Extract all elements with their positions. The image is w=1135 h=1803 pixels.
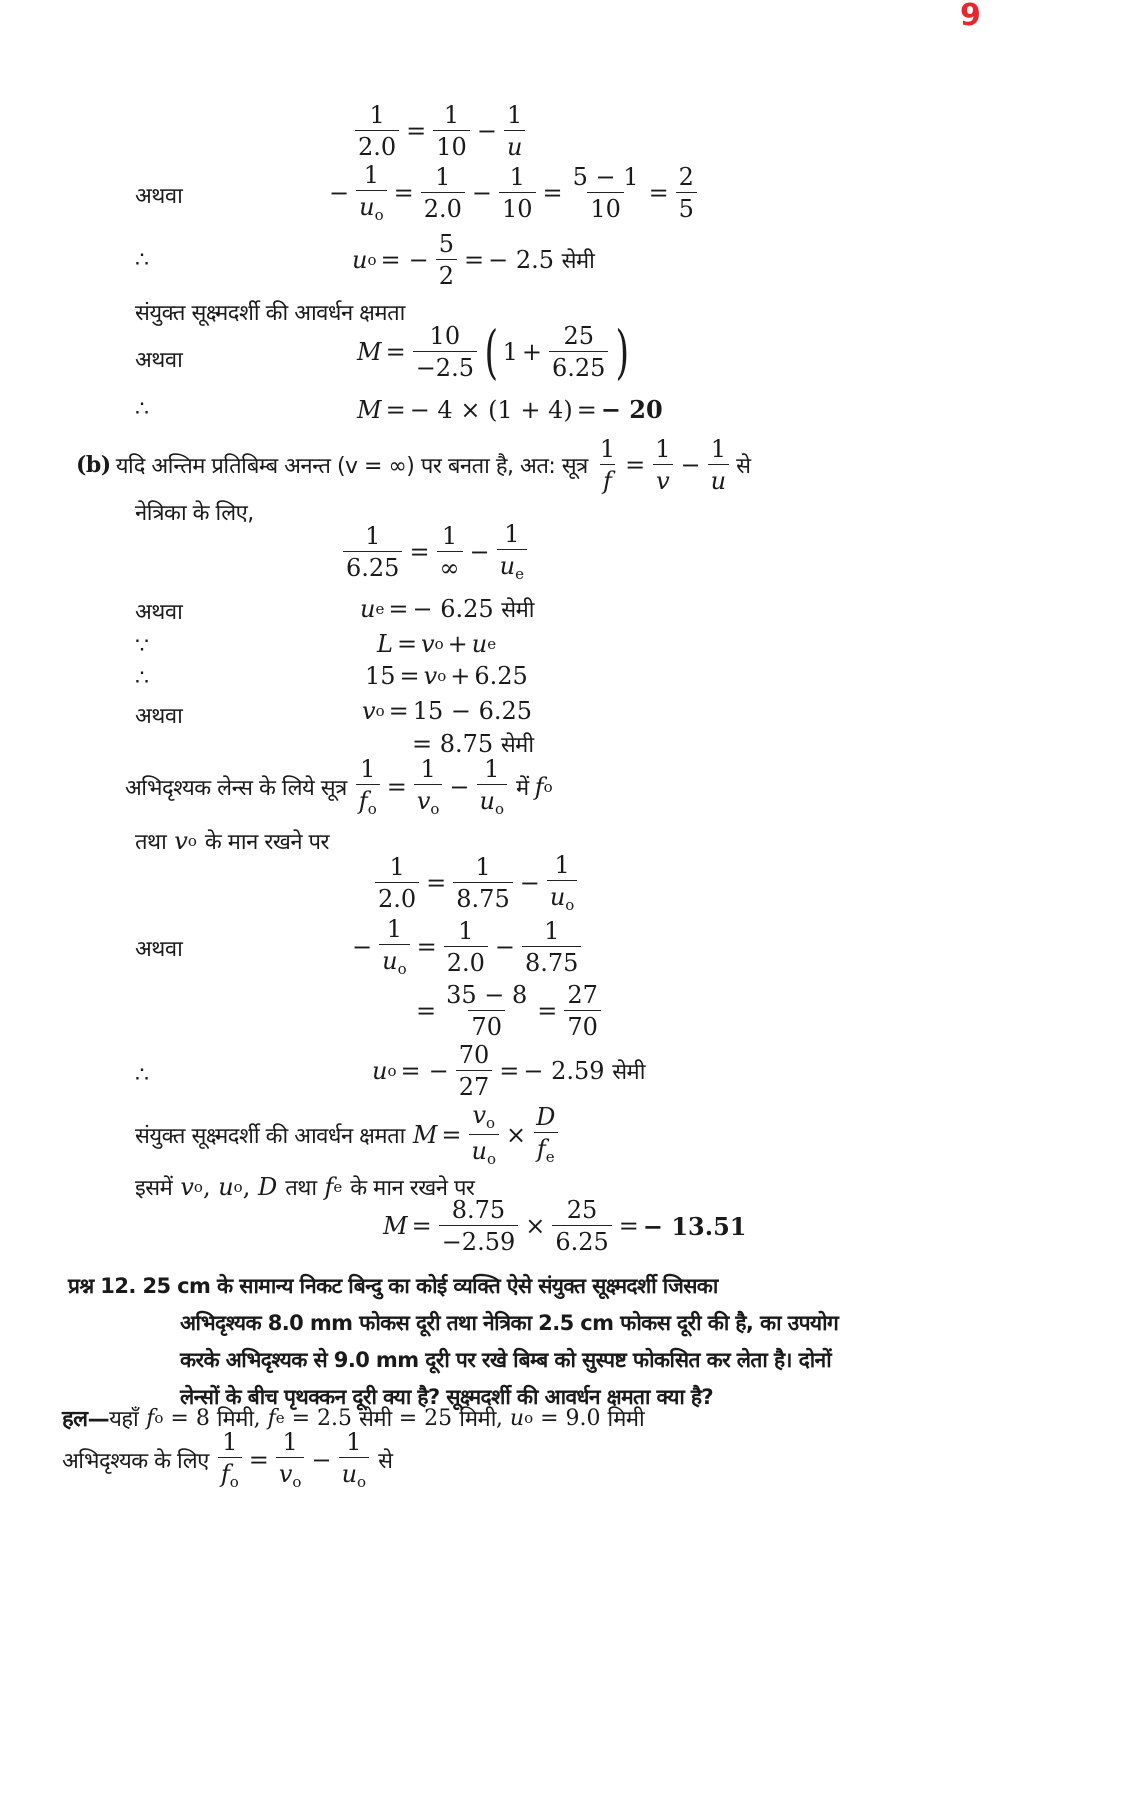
therefore-symbol: ∴: [135, 397, 149, 422]
equation-magnification-a: M = $\frac{10}{-2.5}$ ( 1 + $\frac{25}{6.25}$ ): [357, 317, 630, 386]
equation-objective-1: $\frac{1}{2.0}$ = $\frac{1}{8.75}$ − $\frac{1}{u_o}$: [372, 853, 580, 913]
equation-vo: v o = 15 − 6.25: [362, 697, 533, 725]
eyepiece-label: नेत्रिका के लिए,: [135, 501, 254, 526]
equation-lens-formula-2: − $\frac{1}{u_o}$ = $\frac{1}{2.0}$ − $\frac{1}{10}$ = $\frac{5 - 1}{10}$ = $\frac{2}{5}$: [325, 163, 700, 223]
equation-eyepiece: $\frac{1}{6.25}$ = $\frac{1}{\infty}$ − $\frac{1}{u_e}$: [340, 522, 530, 582]
equation-tube-length: L = v o + u e: [377, 630, 497, 658]
magnification-heading: संयुक्त सूक्ष्मदर्शी की आवर्धन क्षमता: [135, 301, 405, 326]
question-label: प्रश्न 12.: [68, 1274, 136, 1298]
label-athva: अथवा: [135, 600, 183, 625]
question-line-4: लेन्सों के बीच पृथक्कन दूरी क्या है? सूक्ष्मदर्शी की आवर्धन क्षमता क्या है?: [180, 1385, 714, 1409]
label-athva: अथवा: [135, 184, 183, 209]
therefore-symbol: ∴: [135, 248, 149, 273]
page-number: 9: [960, 0, 981, 33]
objective-formula-line: अभिदृश्यक लेन्स के लिये सूत्र $\frac{1}{f_o}$ = $\frac{1}{v_o}$ − $\frac{1}{u_o}$ में f o: [125, 755, 553, 818]
question-line-3: करके अभिदृश्यक से 9.0 mm दूरी पर रखे बिम्ब को सुस्पष्ट फोकसित कर लेता है। दोनों: [180, 1348, 832, 1372]
label-athva: अथवा: [135, 704, 183, 729]
magnification-formula-line: संयुक्त सूक्ष्मदर्शी की आवर्धन क्षमता M = $\frac{v_o}{u_o}$ × $\frac{D}{f_e}$: [135, 1103, 561, 1167]
therefore-symbol: ∴: [135, 1063, 149, 1088]
equation-15: 15 = v o + 6.25: [365, 662, 528, 690]
equation-objective-3: = $\frac{35 - 8}{70}$ = $\frac{27}{70}$: [412, 983, 604, 1039]
equation-vo-result: = 8.75 सेमी: [412, 730, 534, 758]
label-athva: अथवा: [135, 348, 183, 373]
therefore-symbol: ∴: [135, 666, 149, 691]
equation-magnification-b: M = $\frac{8.75}{-2.59}$ × $\frac{25}{6.25}$ = − 13.51: [383, 1196, 747, 1256]
equation-uo-b-result: u o = − $\frac{70}{27}$ = − 2.59 सेमी: [372, 1041, 645, 1101]
values-line: इसमें v o , u o , D तथा f e के मान रखने पर: [135, 1173, 475, 1201]
question-12: [68, 1268, 1058, 1416]
because-symbol: ∵: [135, 634, 149, 659]
part-b-intro: (b) यदि अन्तिम प्रतिबिम्ब अनन्त (v = ∞) पर बनता है, अत: सूत्र $\frac{1}{f}$ = $\frac{1}{v}$ − $\frac{1}{u}$ से: [76, 435, 751, 495]
question-line-2: अभिदृश्यक 8.0 mm फोकस दूरी तथा नेत्रिका 2.5 cm फोकस दूरी की है, का उपयोग: [180, 1311, 839, 1335]
equation-uo-result: u o = − $\frac{5}{2}$ = − 2.5 सेमी: [352, 230, 595, 290]
question-line-1: 25 cm के सामान्य निकट बिन्दु का कोई व्यक्ति ऐसे संयुक्त सूक्ष्मदर्शी जिसका: [142, 1274, 718, 1298]
solution-given: हल— यहाँ f o = 8 मिमी , f e = 2.5 सेमी = 25 मिमी , u o = 9.0 मिमी: [62, 1405, 645, 1432]
equation-objective-2: − $\frac{1}{u_o}$ = $\frac{1}{2.0}$ − $\frac{1}{8.75}$: [348, 917, 584, 977]
label-athva: अथवा: [135, 937, 183, 962]
equation-ue: u e = − 6.25 सेमी: [360, 595, 535, 623]
equation-lens-formula-1: $\frac{1}{2.0}$ = $\frac{1}{10}$ − $\frac{1}{u}$: [352, 103, 528, 159]
equation-magnification-a-result: M = − 4 × (1 + 4) = − 20: [357, 395, 663, 424]
solution-objective-formula: अभिदृश्यक के लिए $\frac{1}{f_o}$ = $\frac{1}{v_o}$ − $\frac{1}{u_o}$ से: [62, 1428, 393, 1491]
substitute-line: तथा v o के मान रखने पर: [135, 827, 330, 855]
